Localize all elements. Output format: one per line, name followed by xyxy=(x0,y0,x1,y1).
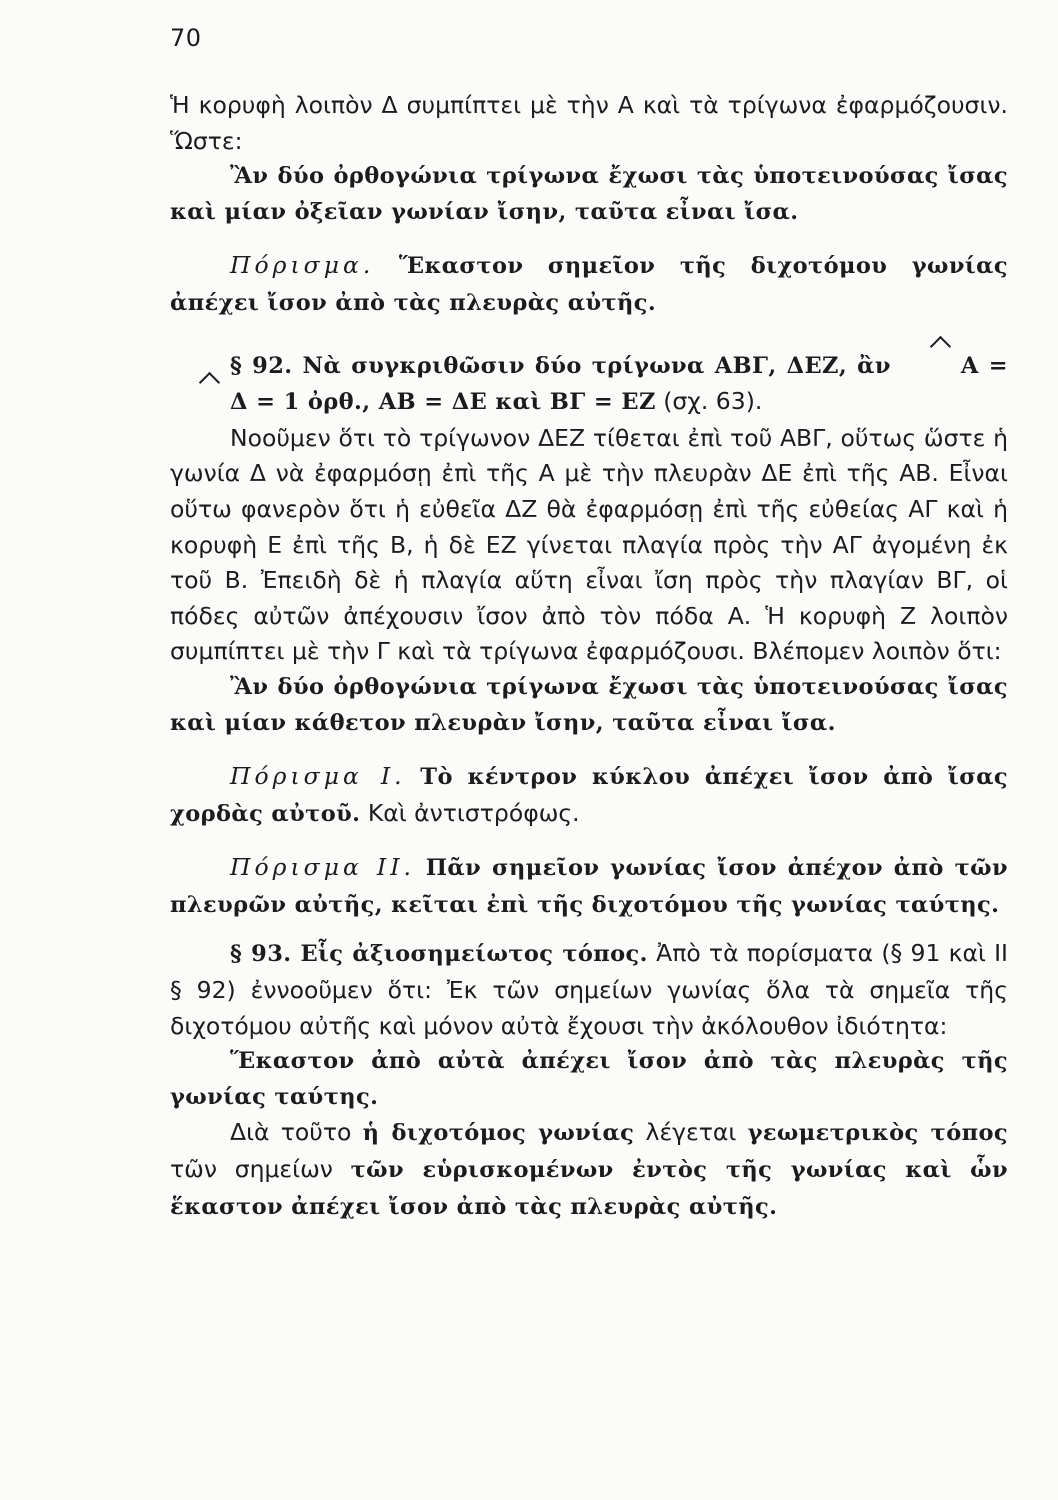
section-93-text: Ἀπὸ τὰ πορίσματα (§ 91 καὶ ΙΙ § 92) ἐννοοῦμεν ὅτι: Ἐκ τῶν σημείων γωνίας ὅλα τὰ σημεῖα τῆς διχοτόμου αὐτῆς καὶ μόνον αὐτὰ ἔχουσι τὴν ἀκόλουθον ἰδιότητα: xyxy=(170,939,1008,1040)
corollary-one-bold: Τὸ κέντρον κύκλου ἀπέχει ἴσον ἀπὸ ἴσας χορδὰς αὐτοῦ. xyxy=(170,764,1009,827)
locus-text-b: ἡ διχοτόμος γωνίας xyxy=(362,1120,635,1147)
equals-sign: = xyxy=(978,352,1008,379)
corollary-two-bold: Πᾶν σημεῖον γωνίας ἴσον ἀπέχον ἀπὸ τῶν πλευρῶν αὐτῆς, κεῖται ἐπὶ τῆς διχοτόμου τῆς γωνίας ταύτης. xyxy=(170,855,1008,918)
section-92-heading: § 92. Νὰ συγκριθῶσιν δύο τρίγωνα ΑΒΓ, ΔΕΖ, ἂν xyxy=(230,352,901,379)
corollary-two-label: Πόρισμα ΙΙ. xyxy=(230,853,415,882)
paragraph-proof: Νοοῦμεν ὅτι τὸ τρίγωνον ΔΕΖ τίθεται ἐπὶ τοῦ ΑΒΓ, οὕτως ὥστε ἡ γωνία Δ νὰ ἐφαρμόσῃ ἐπὶ τῆς Α μὲ τὴν πλευρὰν ΔΕ ἐπὶ τῆς ΑΒ. Εἶναι οὕτω φανερὸν ὅτι ἡ εὐθεῖα ΔΖ θὰ ἐφαρμόσῃ ἐπὶ τῆς εὐθείας ΑΓ καὶ ἡ κορυφὴ Ε ἐπὶ τῆς Β, ἡ δὲ ΕΖ γίνεται πλαγία πρὸς τὴν ΑΓ ἀγομένη ἐκ τοῦ Β. Ἐπειδὴ δὲ ἡ πλαγία αὕτη εἶναι ἴση πρὸς τὴν πλαγίαν ΒΓ, οἱ πόδες αὐτῶν ἀπέχουσιν ἴσον ἀπὸ τὸν πόδα Α. Ἡ κορυφὴ Ζ λοιπὸν συμπίπτει μὲ τὴν Γ καὶ τὰ τρίγωνα ἐφαρμόζουσι. Βλέπομεν λοιπὸν ὅτι: xyxy=(170,423,1008,666)
theorem-hypotenuse-acute-angle: Ἂν δύο ὀρθογώνια τρίγωνα ἔχωσι τὰς ὑποτεινούσας ἴσας καὶ μίαν ὀξεῖαν γωνίαν ἴσην, ταῦτα εἶναι ἴσα. xyxy=(170,163,1008,225)
corollary-label: Πόρισμα. xyxy=(230,251,375,280)
angle-a-symbol: Α xyxy=(901,349,979,385)
locus-text-d: γεωμετρικὸς τόπος xyxy=(747,1120,1008,1147)
corollary-one-label: Πόρισμα Ι. xyxy=(230,762,406,791)
section-93-heading: § 93. Εἷς ἀξιοσημείωτος τόπος. xyxy=(230,941,648,968)
locus-text-e: τῶν σημείων xyxy=(170,1155,351,1184)
angle-d-symbol: Δ xyxy=(170,385,248,421)
locus-text-a: Διὰ τοῦτο xyxy=(230,1118,363,1147)
locus-text-f: τῶν εὑρισκομένων ἐντὸς τῆς γωνίας καὶ ὧν ἕκαστον ἀπέχει ἴσον ἀπὸ τὰς πλευρὰς αὐτῆς. xyxy=(170,1157,1008,1220)
section-92-statement xyxy=(170,348,1008,421)
locus-definition xyxy=(170,1115,1008,1225)
page-number: 70 xyxy=(170,24,202,52)
section-93 xyxy=(170,936,1008,1044)
locus-text-c: λέγεται xyxy=(634,1118,748,1147)
corollary-two xyxy=(170,850,1008,923)
theorem-hypotenuse-leg: Ἂν δύο ὀρθογώνια τρίγωνα ἔχωσι τὰς ὑποτεινούσας ἴσας καὶ μίαν κάθετον πλευρὰν ἴσην, ταῦτα εἶναι ἴσα. xyxy=(170,673,1008,736)
corollary-bisector xyxy=(170,248,1008,321)
locus-property: Ἕκαστον ἀπὸ αὐτὰ ἀπέχει ἴσον ἀπὸ τὰς πλευρὰς τῆς γωνίας ταύτης. xyxy=(170,1048,1008,1110)
figure-reference: (σχ. 63). xyxy=(655,387,763,416)
corollary-one xyxy=(170,759,1008,832)
corollary-text: Ἕκαστον σημεῖον τῆς διχοτόμου γωνίας ἀπέχει ἴσον ἀπὸ τὰς πλευρὰς αὐτῆς. xyxy=(170,253,1008,316)
page-body xyxy=(170,88,1008,1225)
section-92-conditions: = 1 ὀρθ., ΑΒ = ΔΕ καὶ ΒΓ = ΕΖ xyxy=(247,389,656,416)
corollary-one-text: Καὶ ἀντιστρόφως. xyxy=(360,798,580,827)
paragraph-conclusion: Ἡ κορυφὴ λοιπὸν Δ συμπίπτει μὲ τὴν Α καὶ τὰ τρίγωνα ἐφαρμόζουσιν. Ὥστε: xyxy=(170,91,1008,155)
